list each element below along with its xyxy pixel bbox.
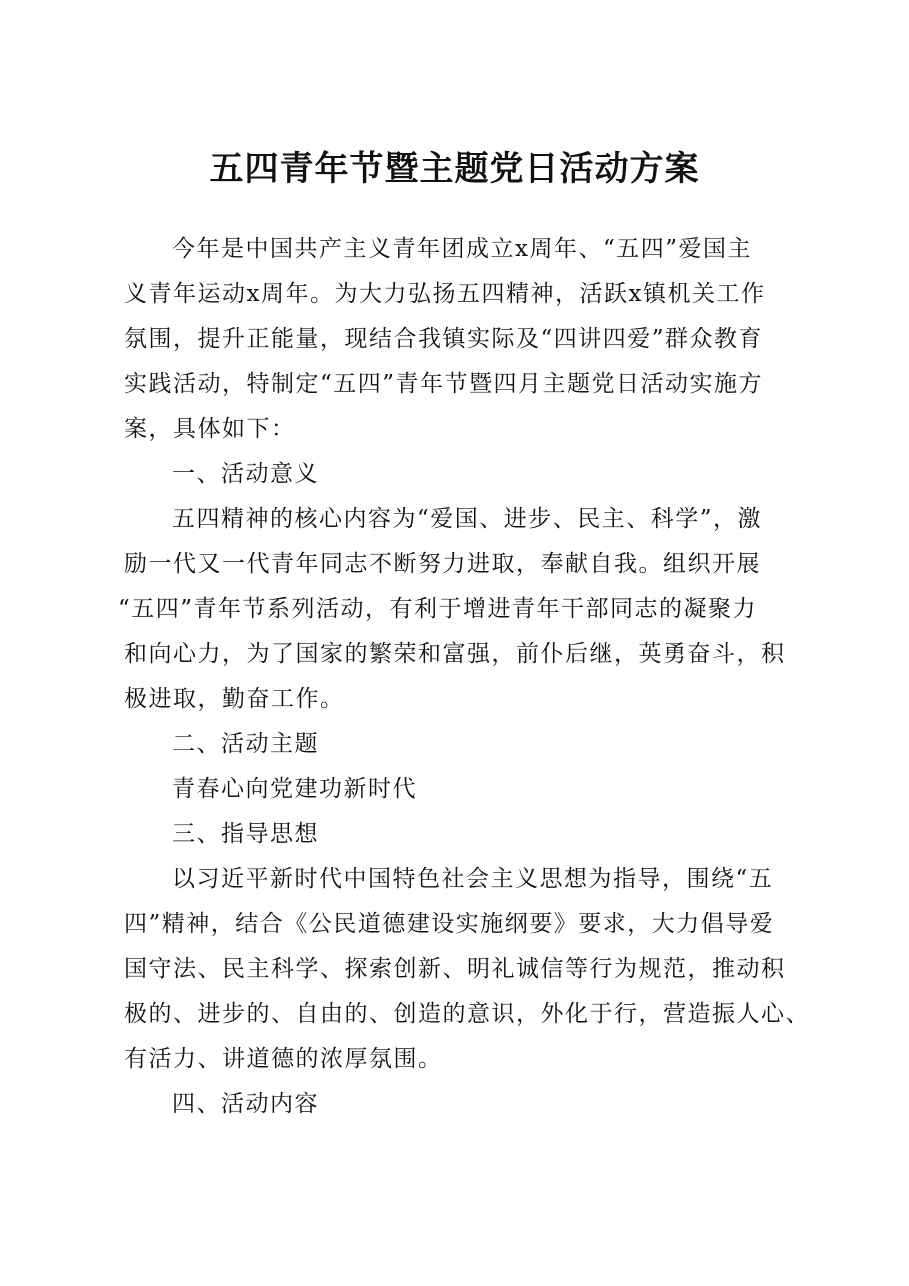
section-heading: 三、指导思想 <box>172 821 319 847</box>
section-heading: 二、活动主题 <box>172 731 319 757</box>
paragraph-line: 国守法、民主科学、探索创新、明礼诚信等行为规范，推动积 <box>124 956 786 982</box>
paragraph-line: 励一代又一代青年同志不断努力进取，奉献自我。组织开展 <box>124 551 761 577</box>
paragraph-line: 以习近平新时代中国特色社会主义思想为指导，围绕“五 <box>172 866 774 892</box>
paragraph-line: 和向心力，为了国家的繁荣和富强，前仆后继，英勇奋斗，积 <box>124 641 786 667</box>
section-heading: 四、活动内容 <box>172 1091 319 1117</box>
paragraph-line: 有活力、讲道德的浓厚氛围。 <box>124 1046 443 1072</box>
paragraph-line: 义青年运动x周年。为大力弘扬五四精神，活跃x镇机关工作 <box>124 281 766 307</box>
paragraph-line: 氛围，提升正能量，现结合我镇实际及“四讲四爱”群众教育 <box>124 326 764 352</box>
paragraph-line: 今年是中国共产主义青年团成立x周年、“五四”爱国主 <box>172 236 752 262</box>
paragraph-line: 青春心向党建功新时代 <box>172 776 417 802</box>
paragraph-line: 五四精神的核心内容为“爱国、进步、民主、科学”，激 <box>172 506 763 532</box>
section-heading: 一、活动意义 <box>172 461 319 487</box>
paragraph-line: 极的、进步的、自由的、创造的意识，外化于行，营造振人心、 <box>124 1001 810 1027</box>
paragraph-line: 极进取，勤奋工作。 <box>124 686 345 712</box>
paragraph-line: 四”精神，结合《公民道德建设实施纲要》要求，大力倡导爱 <box>124 911 775 937</box>
document-title: 五四青年节暨主题党日活动方案 <box>209 149 700 189</box>
paragraph-line: “五四”青年节系列活动，有利于增进青年干部同志的凝聚力 <box>118 596 758 622</box>
paragraph-line: 实践活动，特制定“五四”青年节暨四月主题党日活动实施方 <box>124 371 764 397</box>
paragraph-line: 案，具体如下： <box>124 416 296 442</box>
